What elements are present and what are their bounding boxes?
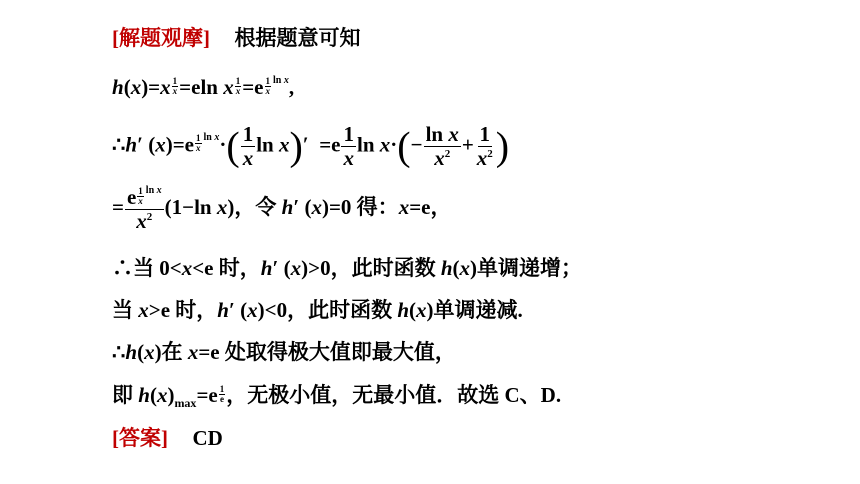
step-conclusion: 即 $h(x)_{max}=e$ $\frac{1}{e}$ ，无极小值，无最小值．故选 C、D. xyxy=(112,383,562,411)
answer-value: CD xyxy=(192,426,223,450)
answer-tag: [答案] xyxy=(112,426,168,450)
answer-line xyxy=(112,428,223,449)
step-simplified: = e $\frac{1}{x}$ $^{ln x}$ $x^2$ (1−ln x)，令 h′ (x)=0 得：x=e， xyxy=(112,185,452,233)
step-set-equation: h(x)=x $\frac{1}{x}$ =eln x $\frac{1}{x}$ =e $\frac{1}{x}$ $^{ln x}$, xyxy=(112,75,295,99)
step-decreasing: 当 x>e 时，h′ (x)<0，此时函数 h(x)单调递减. xyxy=(112,298,523,322)
step-increasing: ∴当 0<x<e 时，h′ (x)>0，此时函数 h(x)单调递增； xyxy=(112,256,583,280)
intro-text: 根据题意可知 xyxy=(234,26,361,50)
step-derivative: ∴h′ (x)=e $\frac{1}{x}$ $^{ln x}$·( $\frac{1}{x}$ ln x)′ =e $\frac{1}{x}$ ln x·(− $\frac{\text{ln x}}{x^2}$ + $\frac{1}{x^2}$ ) xyxy=(112,122,510,170)
observe-tag: [解题观摩] xyxy=(112,26,210,50)
step-max-at: ∴h(x)在 x=e 处取得极大值即最大值， xyxy=(112,340,456,364)
solution-header xyxy=(112,28,361,49)
